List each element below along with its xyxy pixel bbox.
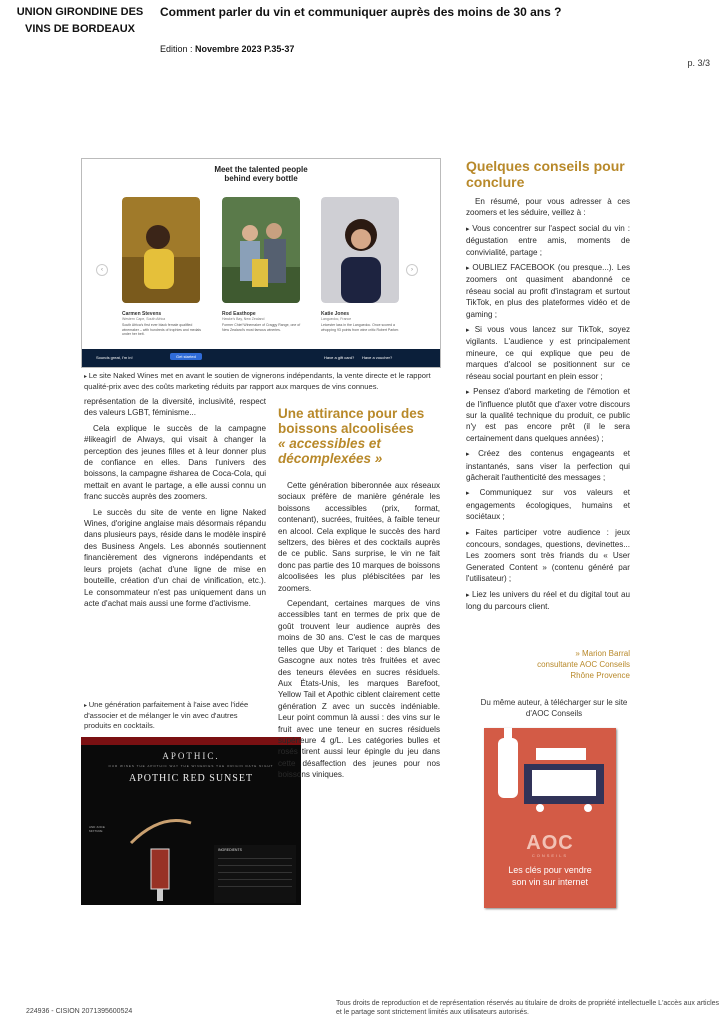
winemaker-photo [321, 197, 399, 303]
apothic-nav: OUR WINES THE APOTHIC WAY THE WINERIES THE ORIGIN DATE NIGHT [108, 764, 274, 768]
footer-id: 224936 - CISION 2071395600524 [26, 1008, 133, 1015]
apothic-logo: APOTHIC. [162, 751, 220, 761]
list-item: ▸ Créez des contenus engageants et instantanés, sans viser la perfection qui gâcherait l'authenticité des messages ; [466, 448, 630, 483]
publisher-name: UNION GIRONDINE DES VINS DE BORDEAUX [16, 6, 144, 35]
cta-text: Sounds great, I'm in! [96, 355, 133, 360]
winemaker-photo [122, 197, 200, 303]
list-item: ▸ Pensez d'abord marketing de l'émotion et de l'influence plutôt que d'axer votre discours sur la qualité technique du produit, ce public n'y est pas encore prêt (il le sera certainement dans quelques années) ; [466, 386, 630, 444]
apothic-top-bar [81, 737, 301, 745]
winemaker-photo [222, 197, 300, 303]
voucher-link[interactable]: Have a voucher? [362, 355, 393, 360]
cocktail-icon [121, 803, 201, 903]
apothic-subtitle: APOTHIC RED SUNSET [128, 773, 254, 784]
apothic-ingredients-panel: INGREDIENTS [214, 845, 296, 903]
paragraph: représentation de la diversité, inclusivité, respect des valeurs LGBT, féminisme... [84, 397, 266, 418]
chevron-right-icon: › [406, 264, 418, 276]
page-number: p. 3/3 [687, 58, 710, 68]
winemaker-card: Rod Easthope Hawke's Bay, New Zealand Former Chief Winemaker of Craggy Range, one of New Zealand's most famous wineries. [222, 197, 302, 332]
apothic-screenshot [81, 737, 301, 905]
book-logo-sub: CONSEILS [531, 853, 569, 858]
get-started-button[interactable]: Get started [170, 353, 202, 360]
edition-info: Edition : Novembre 2023 P.35-37 [160, 44, 295, 54]
author-signature: » Marion Barral consultante AOC Conseils Rhône Provence [537, 649, 630, 680]
column-1 [84, 396, 266, 613]
gift-card-link[interactable]: Have a gift card? [324, 355, 355, 360]
footer-copyright: Tous droits de reproduction et de représentation réservés au titulaire de droits de propriété intellectuelle L'accès aux articles et le partage sont strictement limités aux utilisateurs autorisés. [336, 1000, 720, 1016]
book-logo: AOC [526, 832, 574, 854]
book-cover [484, 728, 616, 908]
nakedwines-bottom-bar [82, 349, 440, 367]
nakedwines-screenshot [81, 158, 441, 368]
nakedwines-title: Meet the talented people behind every bottle [214, 165, 308, 183]
article-title: Comment parler du vin et communiquer auprès des moins de 30 ans ? [160, 5, 562, 19]
list-item: ▸ Communiquez sur vos valeurs et engagements écologiques, humains et sociétaux ; [466, 487, 630, 522]
paragraph: Cependant, certaines marques de vins accessibles tant en termes de prix que de goût trouvent leur audience auprès des moins de 30 ans. C'est le cas de marques telles que Uby et Tariquet : des blancs de Gascogne aux notes très fruitées et avec des teneurs élevées en sucres résiduels. Aux États-Unis, les marques Barefoot, Yellow Tail et Apothic ciblent clairement cette génération Z avec un succès indéniable. Leur point commun là aussi : des vins sur le fruit avec une teneur en sucres résiduels supérieure 4 g/L. Les catégories bulles et rosés tirent aussi leur épingle du jeu dans cette désaffection des jeunes pour nos boissons viniques. [278, 599, 440, 780]
paragraph: En résumé, pour vous adresser à ces zoomers et les séduire, veillez à : [466, 197, 630, 218]
section-heading-2: Quelques conseils pour conclure [466, 158, 625, 190]
apothic-side-text: AND JUICE MIXTURE [89, 825, 105, 833]
paragraph: Le succès du site de vente en ligne Naked Wines, d'origine anglaise mais désormais répandu dans plusieurs pays, réside dans le modèle inspiré des Business Angels. Les abonnés soutiennent financièrement des vignerons indépendants et leurs projets (achat d'une ligne de mise en bouteille, création d'un chai de vinification, etc.). Le consommateur n'est pas uniquement dans un acte d'achat mais aussi une forme d'activisme. [84, 507, 266, 608]
list-item: ▸ Si vous vous lancez sur TikTok, soyez vigilants. L'audience y est principalement mineure, ce qui explique que peu de marques d'alcool se positionnent sur ce réseau social pourtant en plein essor ; [466, 324, 630, 382]
list-item: ▸ Faites participer votre audience : jeux concours, sondages, questions, devinettes... Les zoomers sont très friands du « User Generated Content » (contenu généré par l'utilisateur) ; [466, 527, 630, 585]
chevron-left-icon: ‹ [96, 264, 108, 276]
cocktail-caption: ▸ Une génération parfaitement à l'aise avec l'idée d'associer et de mélanger le vin avec d'autres produits en cocktails. [84, 700, 254, 731]
paragraph: Cette génération biberonnée aux réseaux sociaux préfère de manière générale les boissons accessibles (prix, format, contenant), sucrées, fruitées, à faible teneur en alcool. Cela explique le succès des hard seltzers, des bières et des cocktails auprès de ce public. Sans surprise, le vin ne fait donc pas partie des 10 marques de boissons alcoolisées les plus plébiscitées par les zoomers. [278, 481, 440, 593]
wine-shop-illustration-icon [484, 728, 616, 838]
list-item: ▸ OUBLIEZ FACEBOOK (ou presque...). Les zoomers ont quasiment abandonné ce réseau social au profit d'instagram et surtout TikTok, en plus des plateformes vidéo et de gaming ; [466, 262, 630, 320]
list-item: ▸ Vous concentrer sur l'aspect social du vin : dégustation entre amis, moments de convivialité, partage ; [466, 223, 630, 258]
winemaker-card: Katie Jones Languedoc, France Leicester lass in the Languedoc. Once scored a whopping 93 points from wine critic Robert Parker. [321, 197, 401, 332]
column-2 [278, 480, 440, 785]
promo-text: Du même auteur, à télécharger sur le site d'AOC Conseils [480, 698, 628, 718]
nakedwines-caption: ▸ Le site Naked Wines met en avant le soutien de vignerons indépendants, la vente directe et le rapport qualité-prix avec des coûts marketing réduits par rapport aux marques de vins connues. [84, 371, 446, 392]
winemaker-card: Carmen Stevens Western Cape, South Africa South Africa's first ever black female qualified winemaker – with hundreds of trophies and medals under her belt. [122, 197, 202, 337]
list-item: ▸ Liez les univers du réel et du digital tout au long du parcours client. [466, 589, 630, 613]
column-3 [466, 196, 630, 616]
paragraph: Cela explique le succès de la campagne #likeagirl de Always, qui visait à changer la perception des jeunes filles et à leur donner plus de confiance en elles. Dans l'univers des boissons, la campagne #sharea de Coca-Cola, qui mettait en avant le partage, a elle aussi connu un franc succès auprès des zoomers. [84, 423, 266, 502]
book-title: Les clés pour vendre son vin sur internet [508, 865, 592, 887]
section-heading-1: Une attirance pour des boissons alcoolisées « accessibles et décomplexées » [278, 406, 425, 466]
